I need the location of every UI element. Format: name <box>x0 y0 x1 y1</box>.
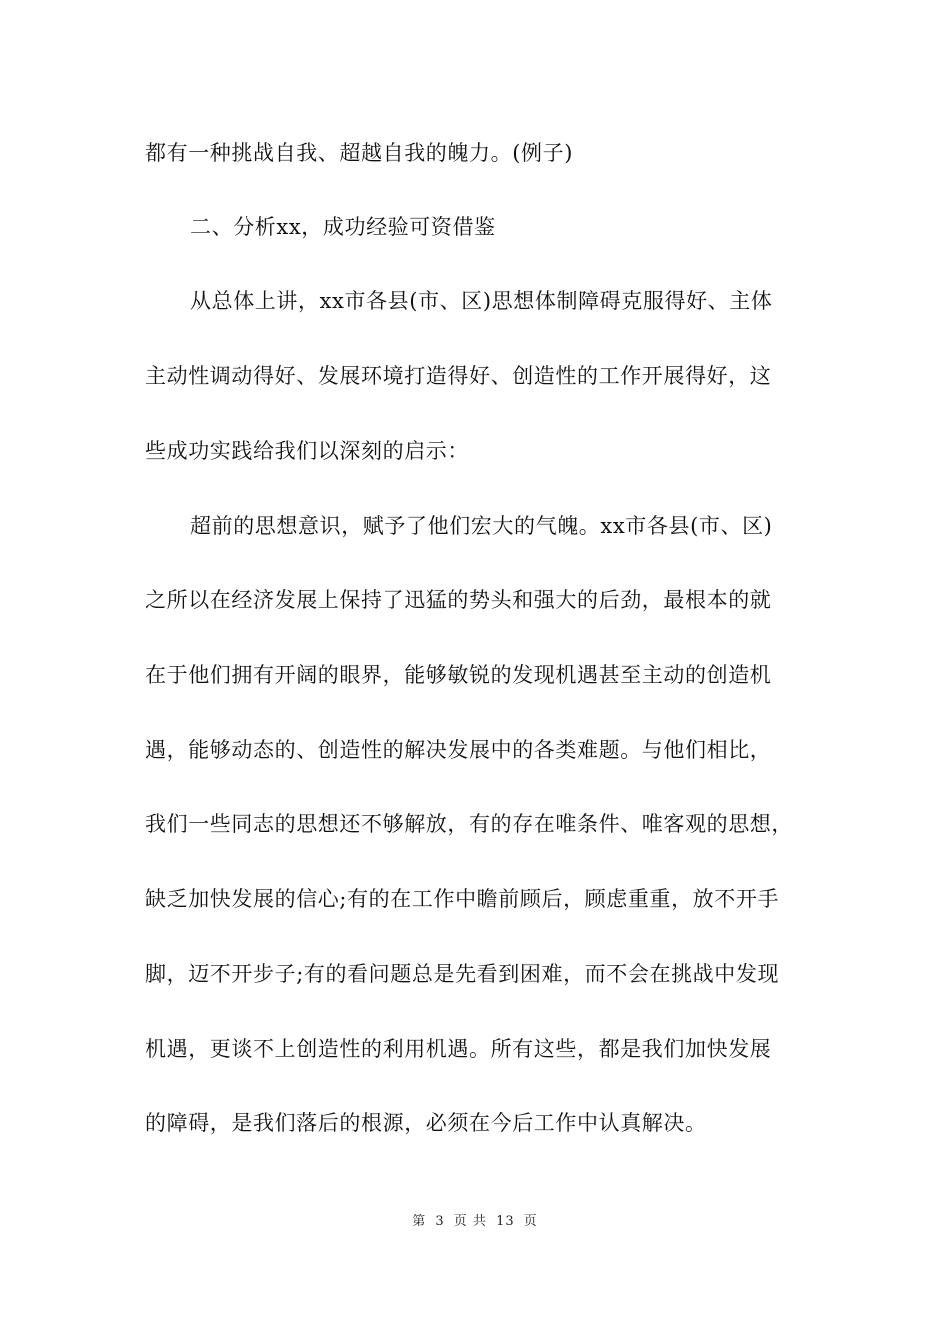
footer-suffix: 页 <box>523 1214 538 1229</box>
total-pages-number: 13 <box>496 1214 515 1229</box>
current-page-number: 3 <box>435 1214 445 1229</box>
paragraph-line: 都有一种挑战自我、超越自我的魄力。(例子) <box>145 141 573 165</box>
section-heading: 二、分析xx，成功经验可资借鉴 <box>190 215 496 239</box>
paragraph-line: 脚，迈不开步子;有的看问题总是先看到困难，而不会在挑战中发现 <box>145 962 780 986</box>
paragraph-line: 遇，能够动态的、创造性的解决发展中的各类难题。与他们相比， <box>145 738 772 762</box>
footer-prefix: 第 <box>412 1214 427 1229</box>
paragraph-line: 从总体上讲，xx市各县(市、区)思想体制障碍克服得好、主体 <box>190 289 773 313</box>
paragraph-line: 缺乏加快发展的信心;有的在工作中瞻前顾后，顾虑重重，放不开手 <box>145 887 780 911</box>
paragraph-line: 之所以在经济发展上保持了迅猛的势头和强大的后劲，最根本的就 <box>145 588 772 612</box>
paragraph-line: 些成功实践给我们以深刻的启示： <box>145 439 469 463</box>
paragraph-line: 超前的思想意识，赋予了他们宏大的气魄。xx市各县(市、区) <box>190 514 773 538</box>
paragraph-line: 的障碍，是我们落后的根源，必须在今后工作中认真解决。 <box>145 1111 707 1135</box>
paragraph-line: 主动性调动得好、发展环境打造得好、创造性的工作开展得好，这 <box>145 364 772 388</box>
footer-middle: 页 共 <box>453 1214 487 1229</box>
paragraph-line: 我们一些同志的思想还不够解放，有的存在唯条件、唯客观的思想， <box>145 812 793 836</box>
paragraph-line: 在于他们拥有开阔的眼界，能够敏锐的发现机遇甚至主动的创造机 <box>145 663 772 687</box>
paragraph-line: 机遇，更谈不上创造性的利用机遇。所有这些，都是我们加快发展 <box>145 1037 772 1061</box>
page-number-footer <box>0 1210 950 1229</box>
